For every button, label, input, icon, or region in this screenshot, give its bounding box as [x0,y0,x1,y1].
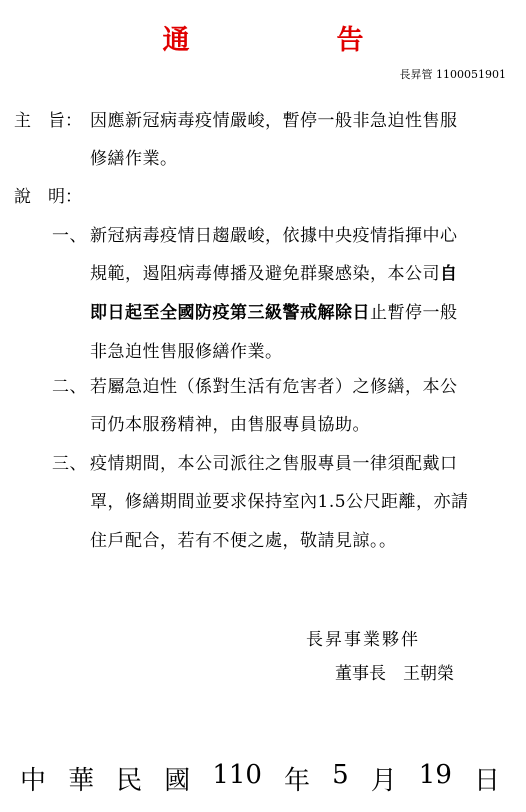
item-1-line-2-text: 規範，遏阻病毒傳播及避免群聚感染，本公司 [90,264,440,284]
document-number: 長昇管 1100051901 [399,68,506,81]
signature-company: 長昇事業夥伴 [306,630,420,650]
date-part-year-char: 年 [284,766,311,796]
item-1-line-2-bold: 自 [440,264,458,284]
item-1-line-3-bold: 即日起至全國防疫第三級警戒解除日 [90,303,370,323]
subject-line-2: 修繕作業。 [90,149,178,169]
date-month: 5 [332,760,349,790]
notice-title: 通 告 [162,25,424,56]
item-1-line-1: 新冠病毒疫情日趨嚴峻，依據中央疫情指揮中心 [90,226,458,246]
item-2-line-2: 司仍本服務精神，由售服專員協助。 [90,415,370,435]
item-1-line-3 [90,298,458,323]
item-3-line-3: 住戶配合，若有不便之處，敬請見諒。。 [90,531,397,551]
item-3-line-1: 疫情期間，本公司派往之售服專員一律須配戴口 [90,454,458,474]
subject-line-1: 因應新冠病毒疫情嚴峻，暫停一般非急迫性售服 [90,111,458,131]
date-part-1: 中 [20,766,47,796]
date-part-day-char: 日 [473,766,500,796]
date-part-month-char: 月 [370,766,397,796]
date-part-2: 華 [68,766,95,796]
date-day: 19 [418,760,452,790]
date-part-4: 國 [164,766,191,796]
item-3-marker: 三、 [52,454,87,474]
item-2-marker: 二、 [52,377,87,397]
item-1-marker: 一、 [52,226,87,246]
item-3-line-2: 罩，修繕期間並要求保持室內1.5公尺距離，亦請 [90,492,469,512]
signature-person: 董事長 王朝榮 [335,664,454,684]
item-1-line-3-text: 止暫停一般 [370,303,458,323]
item-2-line-1: 若屬急迫性（係對生活有危害者）之修繕，本公 [90,377,458,397]
item-1-line-4: 非急迫性售服修繕作業。 [90,342,283,362]
subject-label: 主 旨： [14,111,82,131]
date-year: 110 [212,760,262,790]
explanation-label: 說 明： [14,187,82,207]
item-1-line-2 [90,259,458,284]
date-part-3: 民 [116,766,143,796]
date-line [20,760,500,797]
